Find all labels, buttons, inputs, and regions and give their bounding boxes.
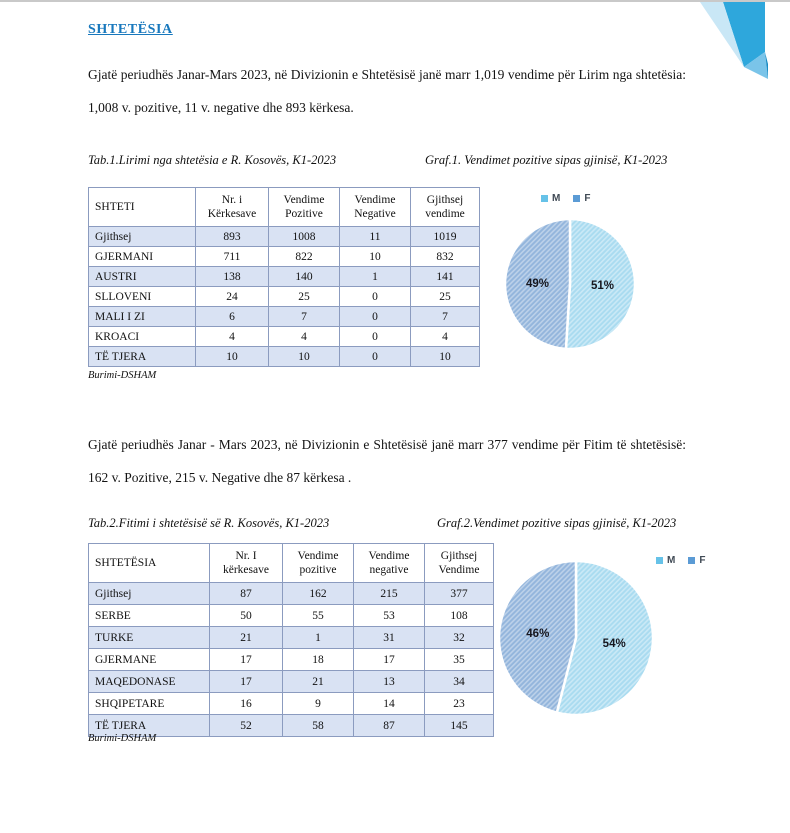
pie-percent-label: 54% [602,637,626,650]
legend-label: F [699,555,706,566]
legend-item-m [541,193,560,204]
value-cell: 18 [283,649,354,671]
page-title: SHTETËSIA [88,22,173,37]
table-row [89,327,480,347]
source-note-1: Burimi-DSHAM [88,370,157,381]
value-cell: 893 [196,227,269,247]
value-cell: 87 [210,583,283,605]
intro-paragraph-1: Gjatë periudhës Janar-Mars 2023, në Divizionin e Shtetësisë janë marr 1,019 vendime për Lirim nga shtetësia: 1,008 v. pozitive, 11 v. negative dhe 893 kërkesa. [88,66,686,115]
pie-percent-label: 49% [526,277,550,290]
column-header: Nr. I kërkesave [210,544,283,583]
value-cell: 11 [340,227,411,247]
value-cell: 1019 [411,227,480,247]
intro-paragraph-2: Gjatë periudhës Janar - Mars 2023, në Divizionin e Shtetësisë janë marr 377 vendime për Fitim të shtetësisë: 162 v. Pozitive, 215 v. Negative dhe 87 kërkesa . [88,436,686,485]
value-cell: 6 [196,307,269,327]
value-cell: 10 [269,347,340,367]
value-cell: 138 [196,267,269,287]
row-label-cell: SERBE [89,605,210,627]
table1-caption: Tab.1.Lirimi nga shtetësia e R. Kosovës, K1-2023 [88,153,337,167]
value-cell: 16 [210,693,283,715]
legend-item-f [688,555,705,566]
table-row [89,307,480,327]
chart2-legend [656,555,705,566]
row-label-cell: MALI I ZI [89,307,196,327]
source-note-2: Burimi-DSHAM [88,733,157,744]
pie-percent-label: 51% [590,280,614,293]
value-cell: 21 [283,671,354,693]
pie-chart-1 [495,209,645,359]
value-cell: 4 [269,327,340,347]
pie-percent-label: 46% [526,628,550,641]
value-cell: 58 [283,715,354,737]
value-cell: 832 [411,247,480,267]
table-row [89,671,494,693]
value-cell: 31 [354,627,425,649]
chart2-caption: Graf.2.Vendimet pozitive sipas gjinisë, K1-2023 [437,516,677,530]
value-cell: 7 [411,307,480,327]
row-label-cell: GJERMANE [89,649,210,671]
data-table [88,187,480,367]
row-label-cell: TË TJERA [89,715,210,737]
value-cell: 17 [210,649,283,671]
column-header: SHTETI [89,188,196,227]
legend-item-f [573,193,590,204]
value-cell: 1 [283,627,354,649]
table-row [89,347,480,367]
value-cell: 21 [210,627,283,649]
value-cell: 215 [354,583,425,605]
value-cell: 7 [269,307,340,327]
value-cell: 10 [340,247,411,267]
table-row [89,583,494,605]
value-cell: 0 [340,327,411,347]
value-cell: 17 [210,671,283,693]
table-row [89,605,494,627]
citizenship-release-table [88,187,480,367]
value-cell: 25 [269,287,340,307]
legend-swatch-icon [541,195,548,202]
citizenship-gain-table [88,543,494,737]
value-cell: 711 [196,247,269,267]
row-label-cell: Gjithsej [89,227,196,247]
legend-label: M [552,193,561,204]
row-label-cell: TURKE [89,627,210,649]
legend-label: M [667,555,676,566]
table-row [89,267,480,287]
row-label-cell: SHQIPETARE [89,693,210,715]
value-cell: 35 [425,649,494,671]
value-cell: 55 [283,605,354,627]
value-cell: 1008 [269,227,340,247]
table-header-row [89,188,480,227]
legend-label: F [584,193,591,204]
value-cell: 34 [425,671,494,693]
table-row [89,247,480,267]
value-cell: 17 [354,649,425,671]
column-header: Vendime pozitive [283,544,354,583]
column-header: Vendime Pozitive [269,188,340,227]
table-header-row [89,544,494,583]
value-cell: 377 [425,583,494,605]
value-cell: 24 [196,287,269,307]
value-cell: 50 [210,605,283,627]
row-label-cell: TË TJERA [89,347,196,367]
value-cell: 9 [283,693,354,715]
row-label-cell: Gjithsej [89,583,210,605]
value-cell: 23 [425,693,494,715]
value-cell: 10 [411,347,480,367]
value-cell: 0 [340,347,411,367]
value-cell: 87 [354,715,425,737]
value-cell: 4 [411,327,480,347]
value-cell: 822 [269,247,340,267]
chart1-caption: Graf.1. Vendimet pozitive sipas gjinisë, K1-2023 [425,153,668,167]
row-label-cell: MAQEDONASE [89,671,210,693]
value-cell: 10 [196,347,269,367]
table-row [89,693,494,715]
value-cell: 53 [354,605,425,627]
table2-caption: Tab.2.Fitimi i shtetësisë së R. Kosovës, K1-2023 [88,516,330,530]
table-row [89,227,480,247]
value-cell: 13 [354,671,425,693]
value-cell: 32 [425,627,494,649]
column-header: Vendime negative [354,544,425,583]
pie-chart-2 [491,553,661,723]
value-cell: 0 [340,307,411,327]
legend-swatch-icon [688,557,695,564]
column-header: Gjithsej vendime [411,188,480,227]
data-table [88,543,494,737]
row-label-cell: KROACI [89,327,196,347]
value-cell: 145 [425,715,494,737]
value-cell: 162 [283,583,354,605]
value-cell: 0 [340,287,411,307]
row-label-cell: GJERMANI [89,247,196,267]
value-cell: 52 [210,715,283,737]
column-header: Nr. i Kërkesave [196,188,269,227]
value-cell: 4 [196,327,269,347]
table-row [89,627,494,649]
table-row [89,287,480,307]
value-cell: 108 [425,605,494,627]
column-header: Gjithsej Vendime [425,544,494,583]
value-cell: 25 [411,287,480,307]
value-cell: 140 [269,267,340,287]
row-label-cell: SLLOVENI [89,287,196,307]
column-header: SHTETËSIA [89,544,210,583]
table-row [89,649,494,671]
corner-ribbon-decoration [680,2,770,82]
value-cell: 14 [354,693,425,715]
chart1-legend [541,193,590,204]
column-header: Vendime Negative [340,188,411,227]
row-label-cell: AUSTRI [89,267,196,287]
value-cell: 1 [340,267,411,287]
legend-swatch-icon [573,195,580,202]
value-cell: 141 [411,267,480,287]
